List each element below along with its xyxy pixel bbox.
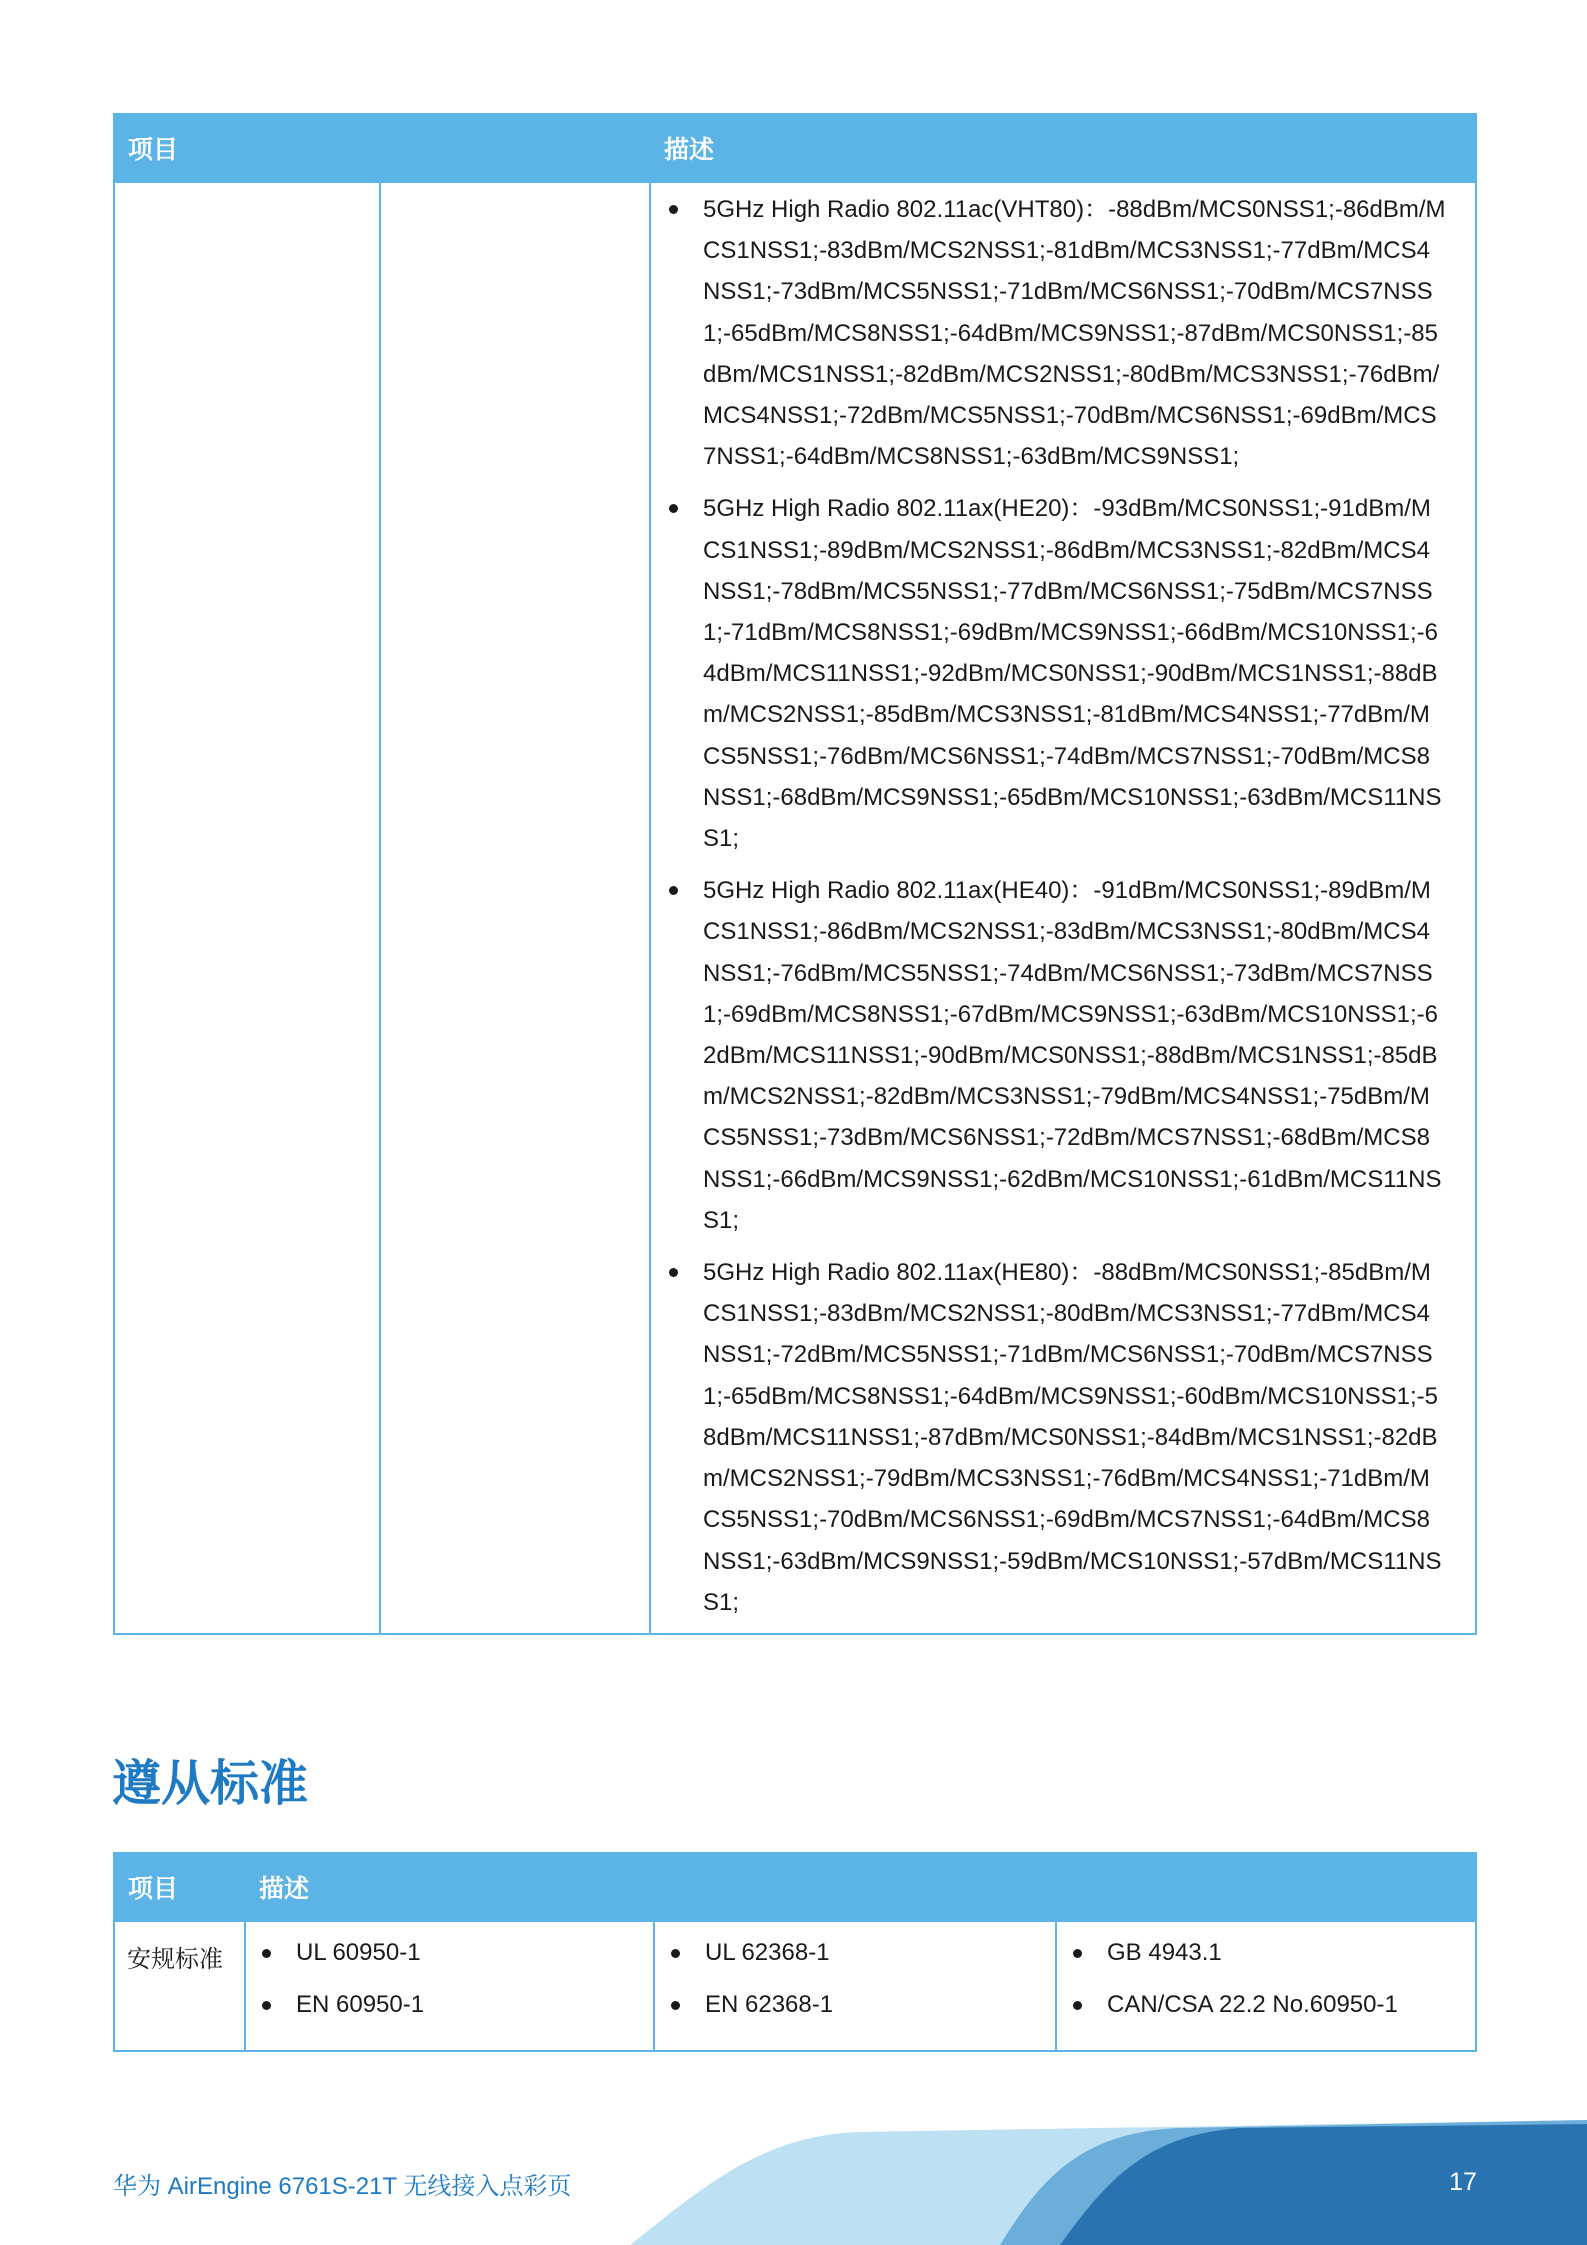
standard-item: CAN/CSA 22.2 No.60950-1 <box>1071 1988 1461 2022</box>
section-title: 遵从标准 <box>112 1757 309 1811</box>
standards-list-3 <box>1071 1936 1461 2022</box>
standard-item: UL 62368-1 <box>669 1936 1041 1970</box>
bullet-vht80: 5GHz High Radio 802.11ac(VHT80)：-88dBm/MCS0NSS1;-86dBm/MCS1NSS1;-83dBm/MCS2NSS1;-81dBm/MCS3NSS1;-77dBm/MCS4NSS1;-73dBm/MCS5NSS1;-71dBm/MCS6NSS1;-70dBm/MCS7NSS1;-65dBm/MCS8NSS1;-64dBm/MCS9NSS1;-87dBm/MCS0NSS1;-85dBm/MCS1NSS1;-82dBm/MCS2NSS1;-80dBm/MCS3NSS1;-76dBm/MCS4NSS1;-72dBm/MCS5NSS1;-70dBm/MCS6NSS1;-69dBm/MCS7NSS1;-64dBm/MCS8NSS1;-63dBm/MCS9NSS1; <box>667 189 1447 477</box>
sensitivity-list <box>667 189 1447 1623</box>
standard-item: UL 60950-1 <box>260 1936 639 1970</box>
standards-col-1 <box>245 1921 654 2051</box>
footer-title: 华为 AirEngine 6761S-21T 无线接入点彩页 <box>113 2173 572 2200</box>
header-desc: 描述 <box>245 1853 1476 1921</box>
spec-table <box>113 113 1477 1635</box>
spec-table-row <box>114 182 1476 1634</box>
bullet-he80: 5GHz High Radio 802.11ax(HE80)：-88dBm/MCS0NSS1;-85dBm/MCS1NSS1;-83dBm/MCS2NSS1;-80dBm/MCS3NSS1;-77dBm/MCS4NSS1;-72dBm/MCS5NSS1;-71dBm/MCS6NSS1;-70dBm/MCS7NSS1;-65dBm/MCS8NSS1;-64dBm/MCS9NSS1;-60dBm/MCS10NSS1;-58dBm/MCS11NSS1;-87dBm/MCS0NSS1;-84dBm/MCS1NSS1;-82dBm/MCS2NSS1;-79dBm/MCS3NSS1;-76dBm/MCS4NSS1;-71dBm/MCS5NSS1;-70dBm/MCS6NSS1;-69dBm/MCS7NSS1;-64dBm/MCS8NSS1;-63dBm/MCS9NSS1;-59dBm/MCS10NSS1;-57dBm/MCS11NSS1; <box>667 1252 1447 1623</box>
header-item: 项目 <box>114 114 650 182</box>
row-label: 安规标准 <box>114 1921 245 2051</box>
standard-item: EN 62368-1 <box>669 1988 1041 2022</box>
standards-list-1 <box>260 1936 639 2022</box>
standards-col-3 <box>1056 1921 1476 2051</box>
spec-table-header <box>114 114 1476 182</box>
header-desc: 描述 <box>650 114 1476 182</box>
standards-list-2 <box>669 1936 1041 2022</box>
bullet-he40: 5GHz High Radio 802.11ax(HE40)：-91dBm/MCS0NSS1;-89dBm/MCS1NSS1;-86dBm/MCS2NSS1;-83dBm/MCS3NSS1;-80dBm/MCS4NSS1;-76dBm/MCS5NSS1;-74dBm/MCS6NSS1;-73dBm/MCS7NSS1;-69dBm/MCS8NSS1;-67dBm/MCS9NSS1;-63dBm/MCS10NSS1;-62dBm/MCS11NSS1;-90dBm/MCS0NSS1;-88dBm/MCS1NSS1;-85dBm/MCS2NSS1;-82dBm/MCS3NSS1;-79dBm/MCS4NSS1;-75dBm/MCS5NSS1;-73dBm/MCS6NSS1;-72dBm/MCS7NSS1;-68dBm/MCS8NSS1;-66dBm/MCS9NSS1;-62dBm/MCS10NSS1;-61dBm/MCS11NSS1; <box>667 870 1447 1241</box>
header-item: 项目 <box>114 1853 245 1921</box>
standards-row <box>114 1921 1476 2051</box>
standard-item: GB 4943.1 <box>1071 1936 1461 1970</box>
standards-table <box>113 1852 1477 2052</box>
page-number: 17 <box>1449 2168 1477 2196</box>
subitem-cell <box>380 182 650 1634</box>
bullet-he20: 5GHz High Radio 802.11ax(HE20)：-93dBm/MCS0NSS1;-91dBm/MCS1NSS1;-89dBm/MCS2NSS1;-86dBm/MCS3NSS1;-82dBm/MCS4NSS1;-78dBm/MCS5NSS1;-77dBm/MCS6NSS1;-75dBm/MCS7NSS1;-71dBm/MCS8NSS1;-69dBm/MCS9NSS1;-66dBm/MCS10NSS1;-64dBm/MCS11NSS1;-92dBm/MCS0NSS1;-90dBm/MCS1NSS1;-88dBm/MCS2NSS1;-85dBm/MCS3NSS1;-81dBm/MCS4NSS1;-77dBm/MCS5NSS1;-76dBm/MCS6NSS1;-74dBm/MCS7NSS1;-70dBm/MCS8NSS1;-68dBm/MCS9NSS1;-65dBm/MCS10NSS1;-63dBm/MCS11NSS1; <box>667 488 1447 859</box>
standards-table-header <box>114 1853 1476 1921</box>
item-cell <box>114 182 380 1634</box>
standards-col-2 <box>654 1921 1056 2051</box>
standard-item: EN 60950-1 <box>260 1988 639 2022</box>
desc-cell <box>650 182 1476 1634</box>
